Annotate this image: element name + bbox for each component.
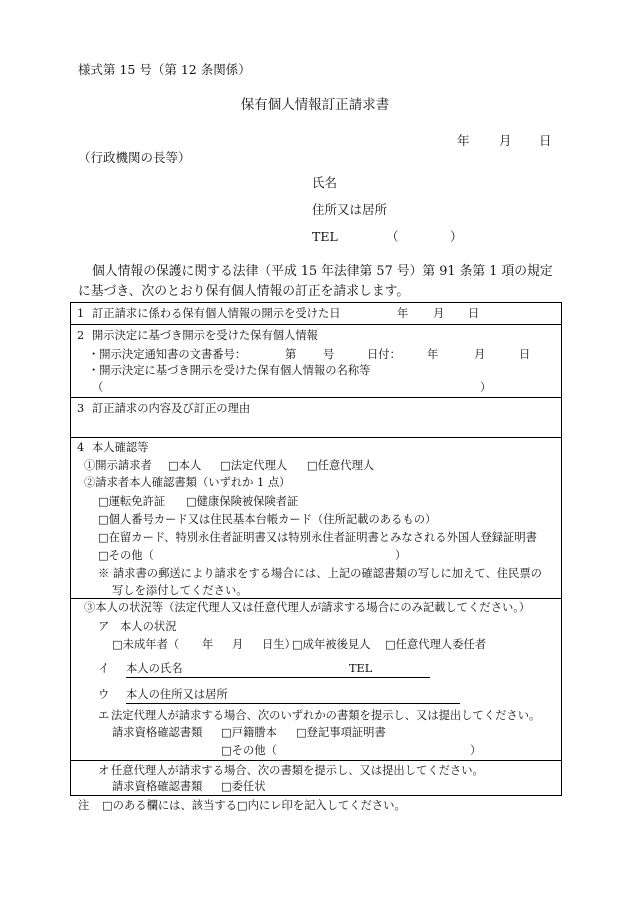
note-marker: 注 (78, 799, 90, 812)
item-o-marker: オ (98, 764, 110, 777)
checkbox-voluntary-agent: □任意代理人 (307, 459, 375, 472)
notice-number-dai: 第 (285, 348, 297, 361)
notice-date-year: 年 (427, 348, 439, 361)
principal-address-label: 本人の住所又は居所 (126, 688, 228, 701)
notice-number-label: ・開示決定通知書の文書番号： (88, 348, 247, 361)
requester-name-label: 氏名 (312, 175, 338, 190)
checkbox-family-register: □戸籍謄本 (221, 726, 277, 739)
section-3-label: 訂正請求の内容及び訂正の理由 (92, 402, 251, 415)
checkbox-drivers-license: □運転免許証 (98, 495, 166, 508)
date-day: 日 (539, 133, 552, 148)
checkbox-principal: □任意代理人委任者 (385, 638, 487, 651)
addressee: （行政機関の長等） (78, 150, 191, 165)
notice-date-day: 日 (519, 348, 531, 361)
checkbox-minor: □未成年者（ (112, 638, 180, 651)
principal-name-underline (126, 677, 430, 678)
date-month: 月 (499, 133, 512, 148)
requester-tel-paren-close: ） (450, 229, 463, 244)
legal-agent-other-paren-close: ） (470, 744, 482, 757)
item-i-marker: イ (98, 662, 110, 675)
minor-birth-month: 月 (232, 638, 244, 651)
principal-status-label: ③本人の状況等（法定代理人又は任意代理人が請求する場合にのみ記載してください。） (84, 601, 531, 614)
minor-birth-year: 年 (202, 638, 214, 651)
legal-agent-instruction: 法定代理人が請求する場合、次のいずれかの書類を提示し、又は提出してください。 (111, 709, 541, 722)
principal-name-label: 本人の氏名 (126, 662, 183, 675)
row-divider-5 (70, 760, 562, 761)
minor-birth-day: 日生） (262, 638, 296, 651)
row-divider-3 (70, 437, 562, 438)
principal-tel-label: TEL (349, 662, 373, 675)
section-1-number: 1 (77, 307, 85, 320)
notice-date-label: 日付： (367, 348, 401, 361)
section-2-label: 開示決定に基づき開示を受けた保有個人情報 (92, 329, 318, 342)
row-divider-2 (70, 397, 562, 398)
section-1-year: 年 (397, 307, 409, 320)
item-a-marker: ア (98, 620, 110, 633)
note-text: □のある欄には、該当する□内にレ印を記入してください。 (102, 799, 406, 812)
section-1-day: 日 (468, 307, 480, 320)
section-3-number: 3 (77, 402, 85, 415)
checkbox-legal-agent: □法定代理人 (220, 459, 288, 472)
checkbox-legal-agent-other: □その他（ (221, 744, 277, 757)
checkbox-registry-certificate: □登記事項証明書 (296, 726, 386, 739)
requester-tel-label: TEL (312, 229, 338, 244)
section-4-number: 4 (77, 441, 85, 454)
item-e-marker: エ (98, 709, 110, 722)
checkbox-self: □本人 (168, 459, 202, 472)
item-a-label: 本人の状況 (120, 620, 177, 633)
info-name-paren-open: （ (92, 381, 104, 394)
mail-note-line-1: ※ 請求書の郵送により請求をする場合には、上記の確認書類の写しに加えて、住民票の (98, 567, 542, 580)
checkbox-residence-card: □在留カード、特別永住者証明書又は特別永住者証明書とみなされる外国人登録証明書 (98, 531, 537, 544)
document-title: 保有個人情報訂正請求書 (240, 97, 390, 113)
section-4-label: 本人確認等 (92, 441, 149, 454)
notice-date-month: 月 (474, 348, 486, 361)
section-1-label: 訂正請求に係わる保有個人情報の開示を受けた日 (92, 307, 341, 320)
checkbox-id-other: □その他（ (98, 549, 154, 562)
legal-agent-docs-label: 請求資格確認書類 (112, 726, 203, 739)
mail-note-line-2: 写しを添付してください。 (112, 584, 248, 597)
requester-address-label: 住所又は居所 (312, 202, 388, 217)
row-divider-1 (70, 324, 562, 325)
principal-address-underline (126, 703, 460, 704)
info-name-paren-close: ） (480, 381, 492, 394)
checkbox-power-of-attorney: □委任状 (221, 780, 266, 793)
section-1-month: 月 (433, 307, 445, 320)
info-name-label: ・開示決定に基づき開示を受けた保有個人情報の名称等 (88, 364, 371, 377)
voluntary-agent-docs-label: 請求資格確認書類 (112, 780, 203, 793)
checkbox-health-insurance: □健康保険被保険者証 (186, 495, 299, 508)
requester-tel-paren-open: （ (386, 229, 399, 244)
requester-type-label: ①開示請求者 (84, 459, 152, 472)
notice-number-go: 号 (323, 348, 335, 361)
section-2-number: 2 (77, 329, 85, 342)
voluntary-agent-instruction: 任意代理人が請求する場合、次の書類を提示し、又は提出してください。 (111, 764, 484, 777)
checkbox-adult-ward: □成年被後見人 (292, 638, 371, 651)
intro-line-2: に基づき、次のとおり保有個人情報の訂正を請求します。 (78, 284, 410, 299)
form-number: 様式第 15 号（第 12 条関係） (78, 62, 251, 77)
item-u-marker: ウ (98, 688, 110, 701)
row-divider-4 (70, 598, 562, 599)
id-other-paren-close: ） (395, 549, 407, 562)
date-year: 年 (457, 133, 470, 148)
checkbox-mynumber-card: □個人番号カード又は住民基本台帳カード（住所記載のあるもの） (98, 513, 437, 526)
intro-line-1: 個人情報の保護に関する法律（平成 15 年法律第 57 号）第 91 条第 1 項の規定 (92, 264, 553, 279)
id-docs-label: ②請求者本人確認書類（いずれか 1 点） (84, 476, 291, 489)
